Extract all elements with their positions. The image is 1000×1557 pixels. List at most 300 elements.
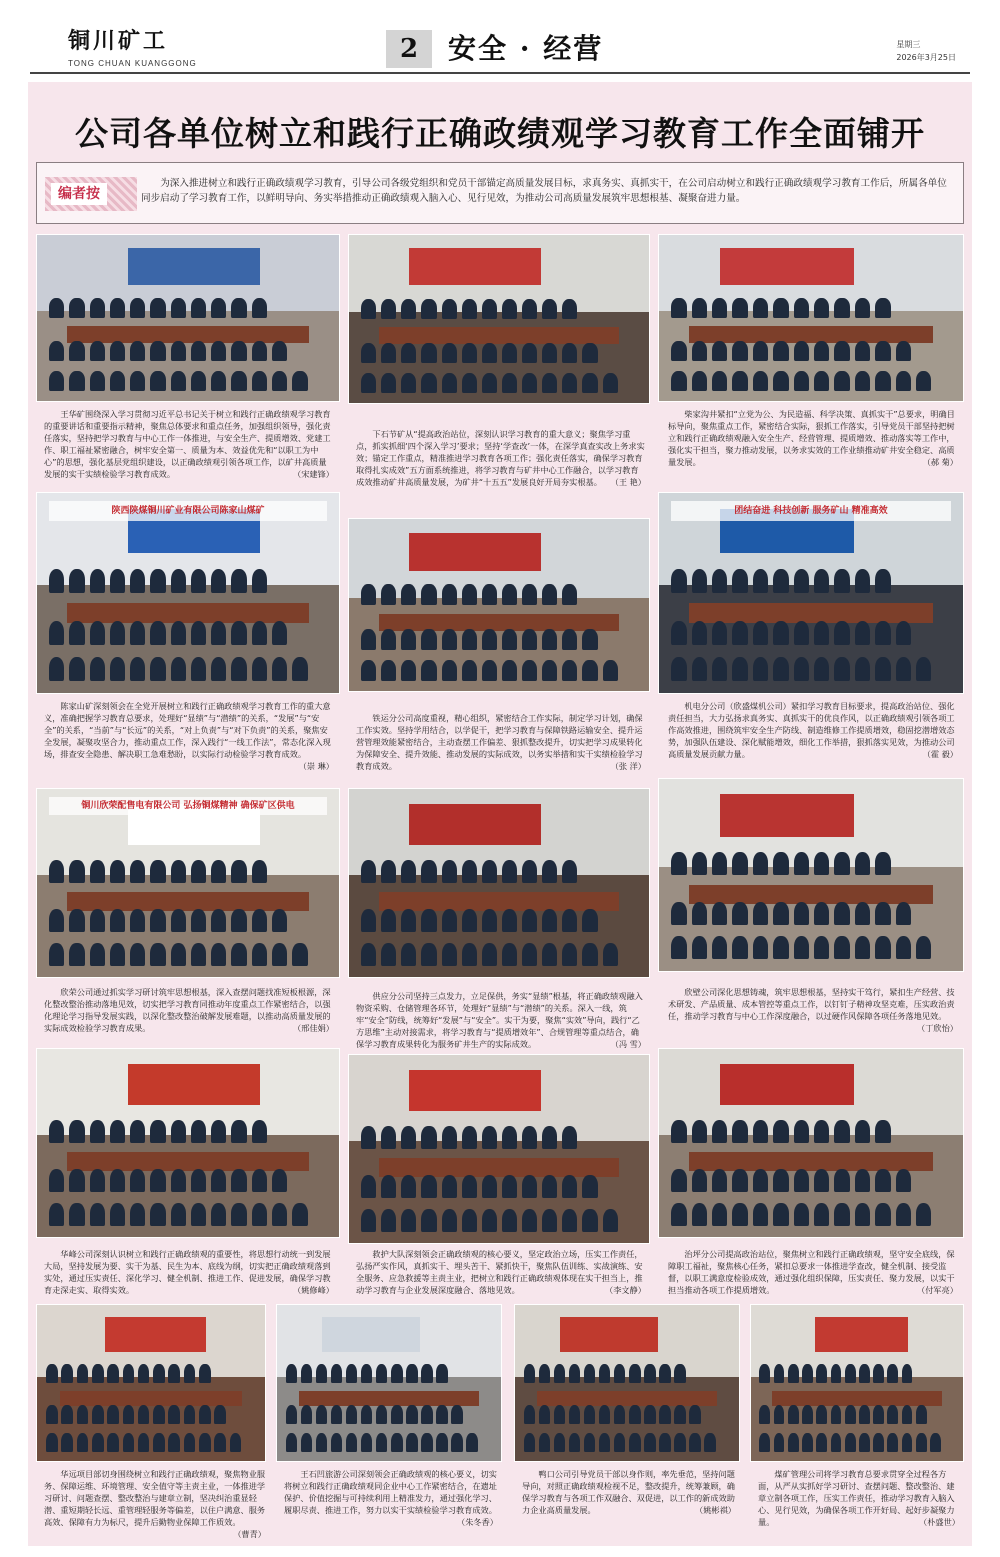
attendee [171,1120,186,1143]
attendee [171,909,186,932]
attendee [794,852,809,875]
date: 2026年3月25日 [896,53,956,62]
attendee [732,902,747,925]
attendee [252,1203,267,1226]
attendee [184,1405,196,1424]
attendee [231,943,246,966]
attendee [794,657,809,681]
attendee [659,1433,670,1452]
attendee [381,860,396,883]
attendee [49,909,64,932]
meeting-banner: 团结奋进 科技创新 服务矿山 精准高效 [671,501,951,521]
attendee [814,936,829,959]
attendee [524,1364,535,1383]
attendee [562,629,577,650]
attendee [171,621,186,645]
attendee [599,1405,610,1424]
attendee [887,1405,898,1424]
attendee [49,1169,64,1192]
attendee [773,341,788,361]
attendee [292,371,307,391]
attendee [69,1169,84,1192]
meeting-photo [348,518,650,692]
attendee [90,1120,105,1143]
attendee [614,1433,625,1452]
attendee [774,1364,785,1383]
attendee [629,1405,640,1424]
attendee-row [671,852,951,875]
brand-name: 铜川矿工 [68,28,169,54]
attendee [421,373,436,393]
attendee [191,371,206,391]
attendee [692,1203,707,1226]
attendee [873,1364,884,1383]
attendee [692,657,707,681]
attendee [712,657,727,681]
attendee-row [361,943,637,966]
caption-text: 鸭口公司引导党员干部以身作则，率先垂范，坚持问题导向，对照正确政绩观检视不足，整改提升，统筹兼顾，确保学习教育与各项工作双融合、双促进，以工作的新成效助力企业高质量发展。 [522,1469,735,1515]
attendee [816,1405,827,1424]
attendee [794,936,809,959]
attendee [896,902,911,925]
attendee [252,341,267,361]
attendee [211,860,226,883]
attendee [773,936,788,959]
attendee [788,1364,799,1383]
attendee [855,621,870,645]
attendee-row [524,1364,730,1383]
attendee [689,1405,700,1424]
attendee [562,660,577,681]
attendee [361,584,376,605]
attendee [361,343,376,363]
attendee [759,1364,770,1383]
attendee [150,860,165,883]
attendee [107,1364,119,1383]
attendee [301,1433,312,1452]
attendee [753,1120,768,1143]
attendee [376,1364,387,1383]
presentation-screen [720,794,854,836]
attendee-row [49,1169,327,1192]
attendee [539,1433,550,1452]
attendee [211,1169,226,1192]
attendee [692,1120,707,1143]
attendee [502,373,517,393]
attendee [69,341,84,361]
caption-author: （王 艳） [610,477,646,487]
attendee [361,373,376,393]
attendee [816,1433,827,1452]
attendee [231,298,246,318]
attendee [361,1405,372,1424]
attendee [49,621,64,645]
attendee [753,902,768,925]
attendee [361,629,376,650]
photo-caption [356,990,646,1052]
attendee [875,852,890,875]
attendee [252,621,267,645]
attendee [834,657,849,681]
attendee [316,1364,327,1383]
attendee [788,1433,799,1452]
attendee [896,657,911,681]
attendee-row [286,1433,492,1452]
attendee [732,657,747,681]
attendee [90,909,105,932]
attendee [381,1175,396,1198]
attendee [107,1433,119,1452]
attendee [814,1169,829,1192]
attendee [381,1209,396,1232]
meeting-photo [36,1048,340,1238]
masthead-rule [30,72,970,74]
attendee [562,373,577,393]
presentation-screen [128,1064,261,1105]
attendee [77,1405,89,1424]
attendee [211,341,226,361]
attendee [834,1203,849,1226]
attendee [252,298,267,318]
attendee-row [671,569,951,593]
attendee [391,1364,402,1383]
attendee [502,943,517,966]
attendee [90,341,105,361]
attendee [522,660,537,681]
attendee [759,1433,770,1452]
attendee [69,621,84,645]
attendee [442,299,457,319]
presentation-screen [815,1317,908,1351]
attendee-row [361,584,637,605]
attendee [272,371,287,391]
caption-author: （邢佳娟） [293,1023,334,1033]
editor-note-badge [45,177,137,211]
attendee [231,341,246,361]
attendee [887,1364,898,1383]
attendee-row [361,629,637,650]
attendee [814,657,829,681]
attendee [401,943,416,966]
attendee [153,1433,165,1452]
attendee [916,1203,931,1226]
attendee [562,860,577,883]
caption-author: （崇 琳） [298,761,334,771]
attendee [211,621,226,645]
attendee [692,852,707,875]
attendee [482,943,497,966]
attendee [436,1405,447,1424]
caption-author: （付军亮） [917,1285,958,1295]
attendee [816,1364,827,1383]
meeting-photo [658,1048,964,1238]
attendee [542,629,557,650]
presentation-screen [409,248,541,285]
attendee [110,298,125,318]
attendee [421,299,436,319]
attendee [671,657,686,681]
attendee [644,1405,655,1424]
attendee [788,1405,799,1424]
attendee [49,657,64,681]
attendee [834,852,849,875]
attendee [859,1364,870,1383]
attendee [712,298,727,318]
attendee [92,1364,104,1383]
attendee [692,569,707,593]
attendee [130,1120,145,1143]
attendee [110,1203,125,1226]
attendee [845,1364,856,1383]
attendee-row [361,660,637,681]
attendee [773,1203,788,1226]
attendee [875,1169,890,1192]
attendee [834,1169,849,1192]
attendee [614,1364,625,1383]
attendee [482,1175,497,1198]
attendee [759,1405,770,1424]
attendee [252,943,267,966]
attendee [171,1169,186,1192]
attendee [421,660,436,681]
photo-caption [44,986,334,1042]
attendee-row [759,1433,954,1452]
attendee [231,371,246,391]
attendee [802,1364,813,1383]
attendee [582,1175,597,1198]
attendee [231,1203,246,1226]
attendee [211,371,226,391]
attendee [231,1120,246,1143]
attendee [442,1126,457,1149]
attendee [855,1120,870,1143]
attendee-row [671,341,951,361]
attendee [896,936,911,959]
attendee [331,1364,342,1383]
attendee [482,373,497,393]
attendee [150,1169,165,1192]
editor-note [36,162,964,224]
attendee [49,298,64,318]
attendee [582,373,597,393]
photo-caption [356,1248,646,1296]
attendee [381,660,396,681]
caption-author: （郝 菊） [922,457,958,467]
attendee [814,852,829,875]
caption-author: （姚彬祺） [695,1505,736,1515]
attendee [674,1364,685,1383]
attendee [831,1433,842,1452]
attendee [875,1203,890,1226]
caption-text: 欣荣公司通过抓实学习研讨筑牢思想根基，深入查摆问题找准短板根源，深化整改整治推动落地见效，切实把学习教育同推动年度重点工作紧密结合，以强化理论学习指导发展实践，以深化整改整治破解发展难题，以推动高质量发展的实际成效检验学习教育成果。 [44,987,331,1033]
attendee [855,298,870,318]
attendee [692,341,707,361]
attendee [211,298,226,318]
attendee [712,902,727,925]
attendee-row [49,298,327,318]
presentation-screen [560,1317,659,1351]
attendee [391,1405,402,1424]
caption-text: 煤矿管理公司将学习教育总要求贯穿全过程各方面，从严从实抓好学习研讨、查摆问题、整改整治、建章立制各项工作，压实工作责任，推动学习教育入脑入心、见行见效，为确保各项工作开好局、起好步凝聚力量。 [758,1469,955,1527]
attendee-row [49,657,327,681]
attendee [522,860,537,883]
attendee [331,1433,342,1452]
attendee [671,936,686,959]
attendee [773,298,788,318]
attendee [171,860,186,883]
attendee [712,852,727,875]
attendee [569,1405,580,1424]
attendee-row [49,621,327,645]
attendee [692,1169,707,1192]
photo-caption [44,1468,266,1540]
attendee [199,1433,211,1452]
attendee [834,341,849,361]
attendee [644,1364,655,1383]
attendee [381,909,396,932]
attendee [442,373,457,393]
caption-text: 机电分公司（欣盛煤机公司）紧扣学习教育目标要求，提高政治站位、强化责任担当，大力弘扬求真务实、真抓实干的优良作风，以正确政绩观引领各项工作高效推进，围绕筑牢安全生产防线、制造维修工作提质增效，稳固挖潜增效态势，加强队伍建设、深化赋能增效，细化工作举措，狠抓落实见效，为推动公司高质量发展贡献力量。 [668,701,955,759]
attendee [381,373,396,393]
attendee [211,909,226,932]
attendee-row [361,1209,637,1232]
attendee [292,1203,307,1226]
attendee [331,1405,342,1424]
attendee [522,299,537,319]
attendee-row [361,860,637,883]
attendee [732,569,747,593]
caption-text: 欣壁公司深化思想铸魂，筑牢思想根基，坚持实干笃行，紧扣生产经营、技术研发、产品质量、成本管控等重点工作，以钉钉子精神攻坚克难，压实政治责任，推动学习教育与中心工作深度融合，以过硬作风保障各项任务落地见效。 [668,987,955,1021]
attendee [582,660,597,681]
attendee-row [46,1364,256,1383]
attendee [542,1126,557,1149]
attendee [896,1203,911,1226]
attendee [421,1209,436,1232]
attendee [361,1126,376,1149]
attendee [286,1433,297,1452]
masthead [0,0,1000,76]
attendee [582,943,597,966]
attendee [191,943,206,966]
attendee [732,341,747,361]
conference-table [67,603,309,623]
attendee [692,621,707,645]
attendee [814,902,829,925]
attendee [69,860,84,883]
photo-caption [356,428,646,518]
attendee [130,657,145,681]
attendee [272,657,287,681]
attendee [502,1126,517,1149]
attendee [482,299,497,319]
attendee [542,299,557,319]
attendee [138,1433,150,1452]
attendee [502,629,517,650]
attendee [689,1433,700,1452]
attendee [211,1120,226,1143]
attendee [524,1433,535,1452]
attendee [671,621,686,645]
page-number: 2 [386,30,432,68]
attendee [49,1203,64,1226]
meeting-photo [36,788,340,978]
attendee [671,1203,686,1226]
attendee [875,371,890,391]
attendee [629,1433,640,1452]
attendee [502,660,517,681]
attendee [462,1126,477,1149]
attendee [875,569,890,593]
attendee [814,569,829,593]
attendee [301,1364,312,1383]
attendee [272,909,287,932]
attendee [582,1209,597,1232]
attendee [814,371,829,391]
caption-text: 华远项目部切身围绕树立和践行正确政绩观，聚焦物业服务、保障运维、环境管理、安全值守等主责主业，一体推进学习研讨、问题查摆、整改整治与建章立制，坚决纠治重显轻潜、重短期轻长远、重管理轻服务等偏差，以住户满意、服务高效、保障有力为标尺，提升后勤物业保障工作质效。 [44,1469,266,1527]
attendee [252,909,267,932]
attendee [794,298,809,318]
photo-caption [668,1248,958,1300]
attendee [130,298,145,318]
photo-caption [522,1468,736,1540]
attendee [171,371,186,391]
attendee [562,299,577,319]
photo-caption [356,712,646,790]
attendee [130,569,145,593]
issue-date [896,38,956,64]
attendee [582,343,597,363]
attendee [896,371,911,391]
attendee [272,621,287,645]
attendee [49,371,64,391]
attendee [814,298,829,318]
attendee [462,629,477,650]
attendee [875,902,890,925]
attendee [442,1175,457,1198]
attendee [451,1433,462,1452]
attendee [150,371,165,391]
attendee [191,1169,206,1192]
attendee [845,1405,856,1424]
attendee [902,1405,913,1424]
attendee [562,584,577,605]
attendee [875,936,890,959]
attendee [834,621,849,645]
caption-author: （丁欣怡） [917,1023,958,1033]
attendee [831,1405,842,1424]
attendee [584,1364,595,1383]
attendee [110,1169,125,1192]
attendee [539,1364,550,1383]
attendee [896,1169,911,1192]
attendee [859,1433,870,1452]
attendee [346,1364,357,1383]
attendee [292,943,307,966]
attendee [61,1364,73,1383]
attendee [629,1364,640,1383]
attendee-row [361,343,637,363]
attendee [692,902,707,925]
attendee [712,371,727,391]
attendee [659,1364,670,1383]
meeting-photo [276,1304,502,1462]
attendee [214,1405,226,1424]
attendee [110,909,125,932]
attendee [562,1126,577,1149]
attendee [916,371,931,391]
attendee [401,660,416,681]
attendee [110,943,125,966]
